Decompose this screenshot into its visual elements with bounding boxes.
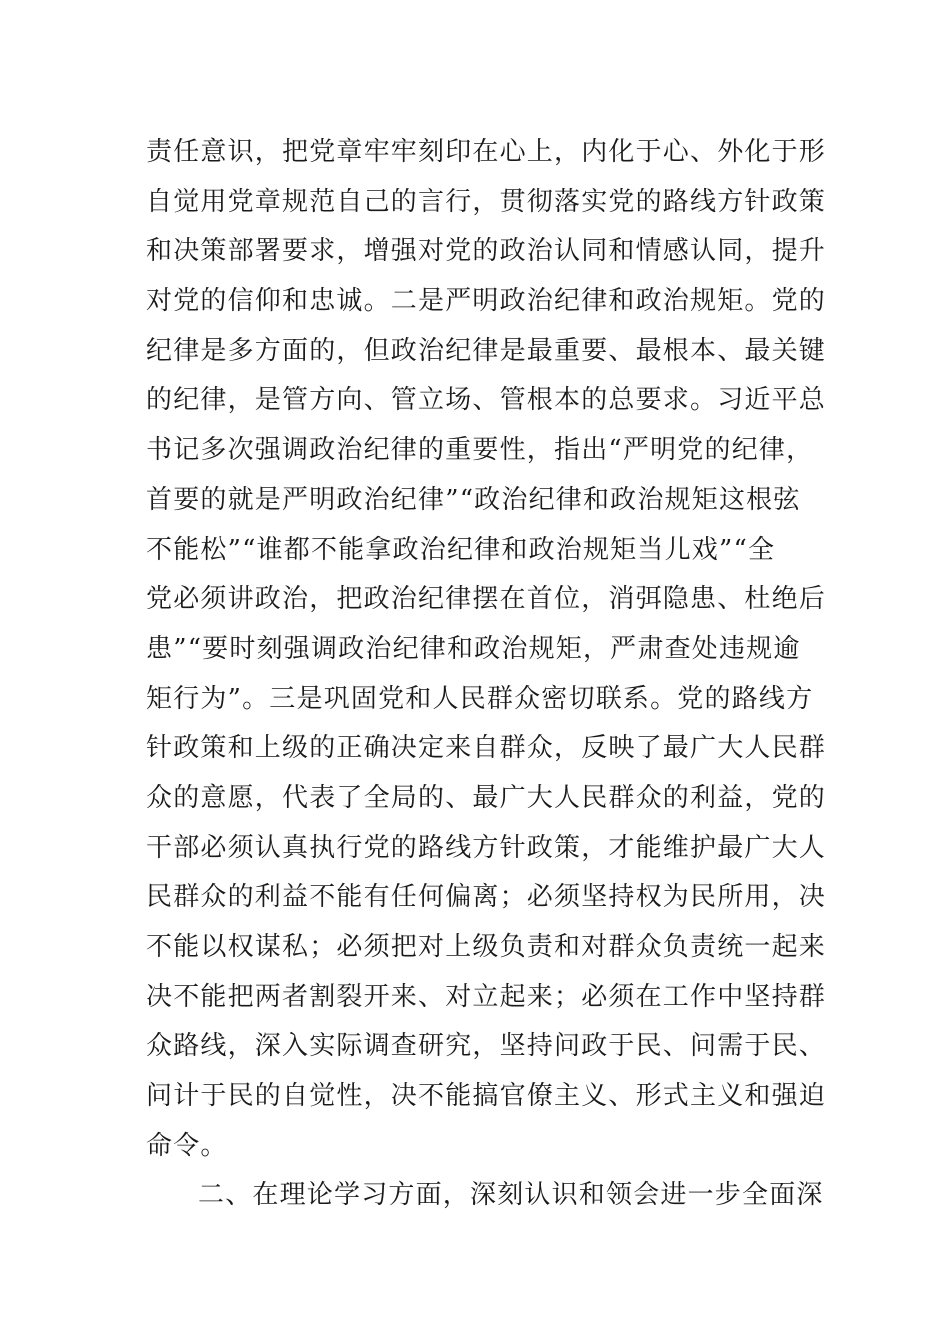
text-line: 不能以权谋私；必须把对上级负责和对群众负责统一起来	[146, 932, 827, 962]
text-line: 众路线，深入实际调查研究，坚持问政于民、问需于民、	[146, 1031, 827, 1062]
text-line: 民群众的利益不能有任何偏离；必须坚持权为民所用，决	[146, 882, 827, 913]
text-line: 的纪律，是管方向、管立场、管根本的总要求。习近平总	[146, 385, 827, 416]
section-heading-line: 二、在理论学习方面，深刻认识和领会进一步全面深	[198, 1180, 824, 1211]
text-line: 党必须讲政治，把政治纪律摆在首位，消弭隐患、杜绝后	[146, 584, 827, 615]
text-line: 纪律是多方面的，但政治纪律是最重要、最根本、最关键	[146, 335, 827, 366]
text-line: 患”“要时刻强调政治纪律和政治规矩，严肃查处违规逾	[146, 633, 801, 664]
text-line: 众的意愿，代表了全局的、最广大人民群众的利益，党的	[146, 782, 827, 813]
text-line: 命令。	[146, 1130, 228, 1161]
text-line: 首要的就是严明政治纪律”“政治纪律和政治规矩这根弦	[146, 484, 801, 515]
text-line: 矩行为”。三是巩固党和人民群众密切联系。党的路线方	[146, 683, 814, 714]
text-line: 问计于民的自觉性，决不能搞官僚主义、形式主义和强迫	[146, 1081, 827, 1112]
text-line: 针政策和上级的正确决定来自群众，反映了最广大人民群	[146, 733, 827, 764]
text-line: 责任意识，把党章牢牢刻印在心上，内化于心、外化于形	[146, 137, 827, 167]
text-line: 对党的信仰和忠诚。二是严明政治纪律和政治规矩。党的	[146, 286, 827, 317]
text-line: 决不能把两者割裂开来、对立起来；必须在工作中坚持群	[146, 981, 827, 1012]
text-line: 自觉用党章规范自己的言行，贯彻落实党的路线方针政策	[146, 186, 827, 217]
text-line: 书记多次强调政治纪律的重要性，指出“严明党的纪律，	[146, 435, 814, 466]
text-line: 不能松”“谁都不能拿政治纪律和政治规矩当儿戏”“全	[146, 534, 776, 565]
text-line: 干部必须认真执行党的路线方针政策，才能维护最广大人	[146, 832, 827, 863]
body-text	[146, 128, 846, 1221]
text-line: 和决策部署要求，增强对党的政治认同和情感认同，提升	[146, 236, 827, 267]
